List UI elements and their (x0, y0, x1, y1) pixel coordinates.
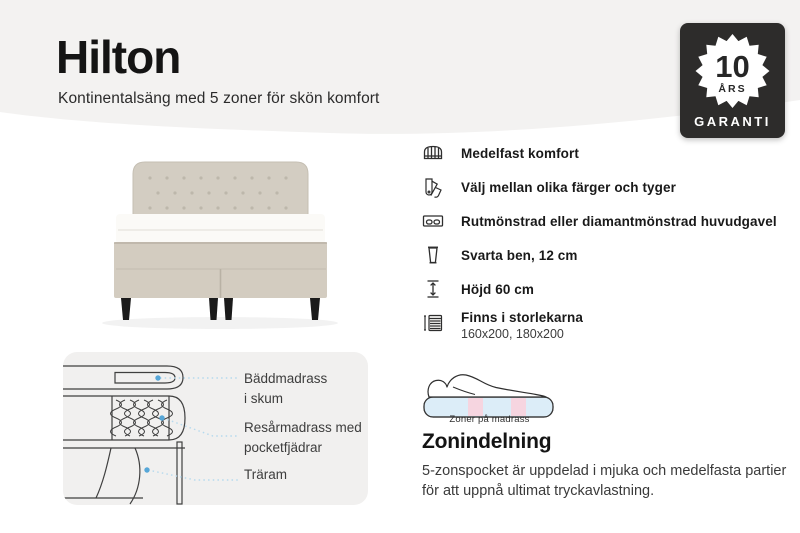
bed-image (88, 142, 353, 332)
sleeper-on-mattress-icon (422, 366, 557, 421)
feature-label: Rutmönstrad eller diamantmönstrad huvudgavel (461, 213, 777, 229)
feature-row (420, 140, 792, 166)
badge-garanti-label: GARANTI (694, 114, 771, 129)
zoning-caption: Zoner på madrass (449, 414, 530, 425)
fabric-swatches-icon (420, 174, 446, 200)
construction-label: Träram (244, 467, 287, 482)
feature-list (420, 140, 792, 349)
mattress-icon (420, 140, 446, 166)
feature-label: Svarta ben, 12 cm (461, 247, 578, 263)
headboard-icon (420, 208, 446, 234)
sizes-icon (420, 310, 446, 336)
feature-label: Medelfast komfort (461, 145, 579, 161)
feature-row (420, 242, 792, 268)
construction-card (63, 352, 368, 505)
construction-label: Bäddmadrass i skum (244, 371, 328, 406)
guarantee-badge (680, 23, 785, 138)
starburst-icon (680, 27, 785, 113)
zoning-body: 5-zonspocket är uppdelad i mjuka och medelfasta partier för att uppnå ultimat tryckavlastning. (422, 463, 787, 500)
zoning-heading: Zonindelning (422, 430, 552, 453)
page-subtitle: Kontinentalsäng med 5 zoner för skön komfort (58, 90, 380, 107)
page-title: Hilton (56, 31, 181, 83)
feature-sublabel: 160x200, 180x200 (461, 327, 564, 341)
feature-label: Välj mellan olika färger och tyger (461, 179, 676, 195)
height-arrow-icon (420, 276, 446, 302)
bed-leg-icon (420, 242, 446, 268)
feature-label: Finns i storlekarna (461, 310, 583, 325)
feature-row (420, 208, 792, 234)
feature-label: Höjd 60 cm (461, 281, 535, 297)
feature-row (420, 310, 792, 341)
badge-years-unit: ÅRS (718, 83, 747, 95)
construction-label: Resårmadrass med pocketfjädrar (244, 420, 362, 455)
feature-row (420, 174, 792, 200)
badge-years: 10 (715, 49, 750, 84)
feature-row (420, 276, 792, 302)
